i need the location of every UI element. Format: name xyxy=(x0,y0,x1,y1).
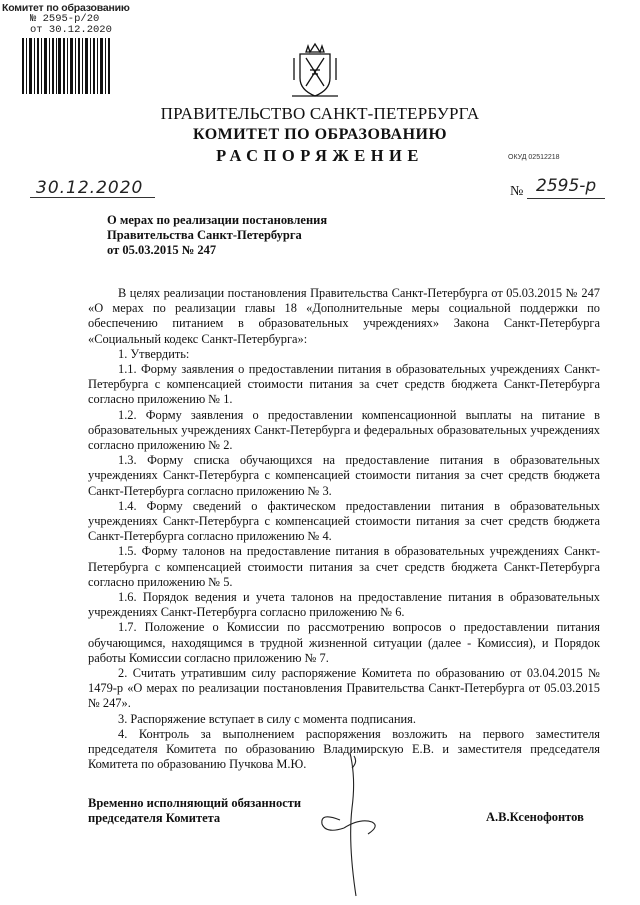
handwritten-number: 2595-р xyxy=(536,176,597,196)
date-underline xyxy=(30,197,155,198)
coat-of-arms-icon xyxy=(290,40,340,102)
handwritten-date: 30.12.2020 xyxy=(36,178,144,198)
body-paragraph-1-2: 1.2. Форму заявления о предоставлении компенсационной выплаты на питание в образовательных учреждениях Санкт-Петербурга и федеральных образовательных учреждениях согласно приложению № 2. xyxy=(88,407,600,453)
subject-line: Правительства Санкт-Петербурга xyxy=(107,228,302,242)
body-paragraph-3: 3. Распоряжение вступает в силу с момента подписания. xyxy=(118,711,416,726)
barcode-image xyxy=(22,38,112,94)
body-paragraph-1: 1. Утвердить: xyxy=(118,346,190,361)
stamp-line-date: от 30.12.2020 xyxy=(30,24,112,36)
body-paragraph-1-5: 1.5. Форму талонов на предоставление питания в образовательных учреждениях Санкт-Петербурга с компенсацией стоимости питания за счет средств бюджета Санкт-Петербурга согласно приложению № 5. xyxy=(88,544,600,589)
signatory-position-line: Временно исполняющий обязанности xyxy=(88,796,302,810)
number-label: № xyxy=(510,184,524,199)
committee-heading: КОМИТЕТ ПО ОБРАЗОВАНИЮ xyxy=(192,126,448,143)
number-underline xyxy=(527,198,605,199)
stamp-line-number: № 2595-р/20 xyxy=(30,13,100,25)
body-paragraph-1-1: 1.1. Форму заявления о предоставлении питания в образовательных учреждениях Санкт-Петербурга с компенсацией стоимости питания за счет средств бюджета Санкт-Петербурга согласно приложению № 1. xyxy=(88,362,600,407)
subject-line: от 05.03.2015 № 247 xyxy=(107,243,217,257)
body-paragraph-preamble: В целях реализации постановления Правительства Санкт-Петербурга от 05.03.2015 № 247 «О мерах по реализации главы 18 «Дополнительные меры социальной поддержки по обеспечению питанием в образовательных учреждениях» Закона Санкт-Петербурга «Социальный кодекс Санкт-Петербурга»: xyxy=(88,286,600,346)
signatory-name: А.В.Ксенофонтов xyxy=(486,810,584,824)
document-body xyxy=(88,286,600,773)
body-paragraph-2: 2. Считать утратившим силу распоряжение Комитета по образованию от 03.04.2015 № 1479-р «О мерах по реализации постановления Правительства Санкт-Петербурга от 05.03.2015 № 247». xyxy=(88,666,600,711)
registration-stamp xyxy=(2,3,142,36)
okud-code: ОКУД 02512218 xyxy=(508,154,560,161)
body-paragraph-4: 4. Контроль за выполнением распоряжения возложить на первого заместителя председателя Комитета по образованию Владимирскую Е.В. и заместителя председателя Комитета по образованию Пучкова М.Ю. xyxy=(88,726,600,772)
signatory-position xyxy=(88,796,301,826)
subject-line: О мерах по реализации постановления xyxy=(107,213,328,227)
stamp-line-committee: Комитет по образованию xyxy=(2,2,130,14)
signatory-position-line: председателя Комитета xyxy=(88,811,221,825)
body-paragraph-1-6: 1.6. Порядок ведения и учета талонов на предоставление питания в образовательных учреждениях Санкт-Петербурга согласно приложению № 6. xyxy=(88,590,600,620)
government-heading: ПРАВИТЕЛЬСТВО САНКТ-ПЕТЕРБУРГА xyxy=(160,104,480,123)
document-type-heading: РАСПОРЯЖЕНИЕ xyxy=(216,146,424,165)
body-paragraph-1-4: 1.4. Форму сведений о фактическом предоставлении питания в образовательных учреждениях Санкт-Петербурга с компенсацией стоимости питания за счет средств бюджета Санкт-Петербурга согласно приложению № 4. xyxy=(88,498,600,544)
body-paragraph-1-3: 1.3. Форму списка обучающихся на предоставление питания в образовательных учреждениях Санкт-Петербурга с компенсацией стоимости питания за счет средств бюджета Санкт-Петербурга согласно приложению № 3. xyxy=(88,453,600,498)
handwritten-signature xyxy=(310,748,430,898)
document-subject xyxy=(107,213,327,258)
body-paragraph-1-7: 1.7. Положение о Комиссии по рассмотрению вопросов о предоставлении питания обучающимся, находящимся в трудной жизненной ситуации (далее - Комиссия), и Порядок работы Комиссии согласно приложению № 7. xyxy=(88,620,600,665)
